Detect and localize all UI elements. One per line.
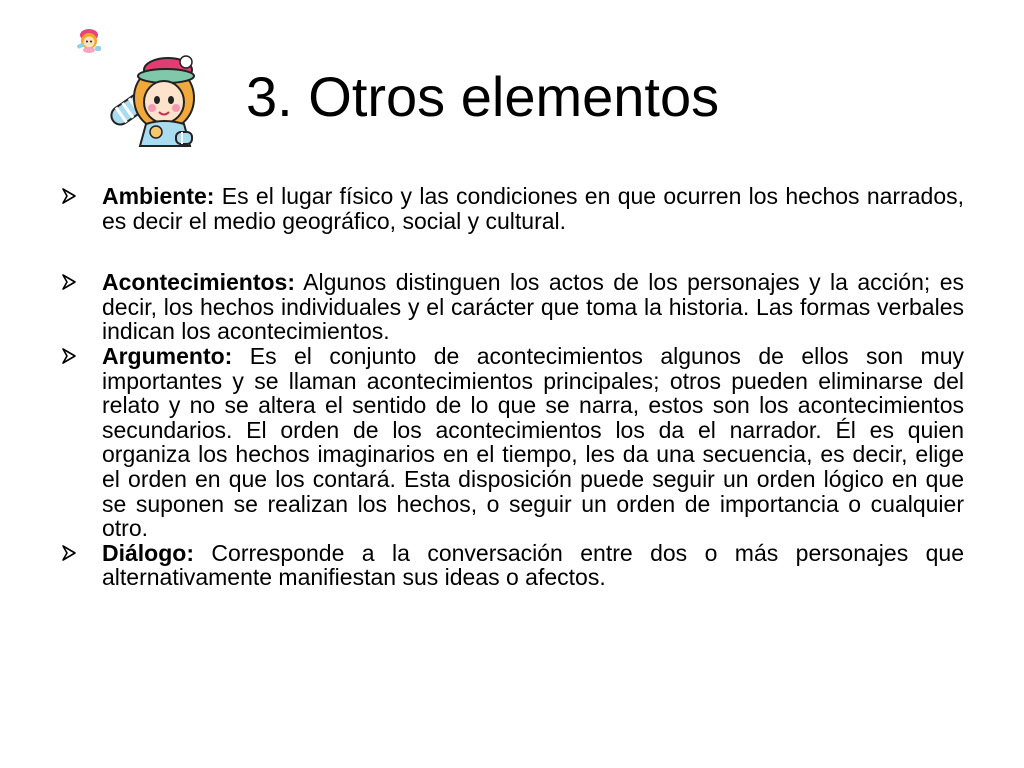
bullet-term: Ambiente:: [102, 183, 215, 209]
arrow-bullet-icon: [60, 273, 78, 291]
bullet-term: Diálogo:: [102, 539, 194, 566]
small-doll-icon: [74, 26, 104, 54]
bullet-item-acontecimientos: [60, 270, 964, 344]
arrow-bullet-icon: [60, 347, 78, 365]
bullet-text: Corresponde a la conversación entre dos o más personajes que alternativamente manifiestan sus ideas o afectos.: [102, 539, 964, 591]
bullet-term: Argumento:: [102, 342, 233, 369]
bullet-text: Es el lugar físico y las condiciones en que ocurren los hechos narrados, es decir el medio geográfico, social y cultural.: [102, 183, 964, 234]
bullet-item-argumento: [60, 344, 964, 541]
bullet-text: Algunos distinguen los actos de los personajes y la acción; es decir, los hechos individuales y el carácter que toma la historia. Las formas verbales indican los acontecimientos.: [102, 269, 964, 345]
bullet-text: Es el conjunto de acontecimientos algunos de ellos son muy importantes y se llaman acontecimientos principales; otros pueden eliminarse del relato y no se altera el sentido de lo que se narra, estos son los acontecimientos secundarios. El orden de los acontecimientos los da el narrador. Él es quien organiza los hechos imaginarios en el tiempo, les da una secuencia, es decir, elige el orden en que los contará. Esta disposición puede seguir un orden lógico en que se suponen se realizan los hechos, o seguir un orden de importancia o cualquier otro.: [102, 342, 964, 542]
arrow-bullet-icon: [60, 187, 78, 205]
slide-title: 3. Otros elementos: [246, 65, 720, 128]
bullet-term: Acontecimientos:: [102, 269, 295, 296]
bullet-item-ambiente: [60, 184, 964, 233]
bullet-list: [60, 184, 964, 590]
arrow-bullet-icon: [60, 544, 78, 562]
bullet-item-dialogo: [60, 541, 964, 590]
doll-illustration: [106, 52, 210, 148]
